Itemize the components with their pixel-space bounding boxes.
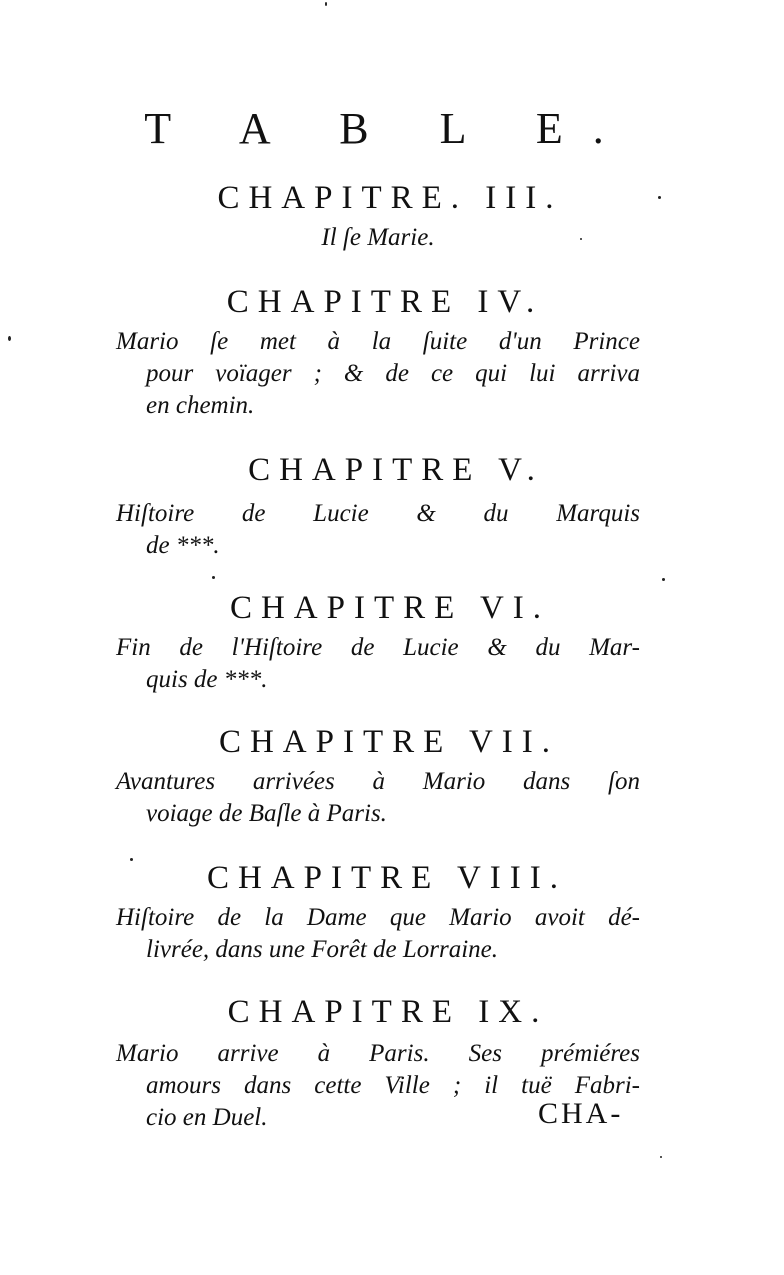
chapter-description-5 <box>116 498 640 562</box>
chapter-4-line-2: pour voïager ; & de ce qui lui arriva <box>146 360 640 387</box>
catchword: CHA- <box>538 1097 624 1130</box>
chapter-description-3 <box>116 222 640 254</box>
scan-speck <box>325 2 327 6</box>
chapter-9-line-3: cio en Duel. <box>146 1104 268 1131</box>
scan-speck <box>8 336 11 341</box>
chapter-4-line-1: Mario ſe met à la ſuite d'un Prince <box>116 328 640 355</box>
scan-speck <box>130 858 133 861</box>
chapter-heading-6: CHAPITRE VI. <box>229 590 551 626</box>
chapter-7-line-2: voiage de Baſle à Paris. <box>146 800 387 827</box>
chapter-description-6 <box>116 632 640 696</box>
scan-speck <box>660 1156 662 1158</box>
chapter-heading-3: CHAPITRE. III. <box>217 180 563 216</box>
scan-speck <box>212 576 215 579</box>
chapter-description-8 <box>116 902 640 966</box>
chapter-6-line-1: Fin de l'Hiſtoire de Lucie & du Mar- <box>116 634 640 661</box>
chapter-6-line-2: quis de ***. <box>146 666 268 693</box>
chapter-heading-7: CHAPITRE VII. <box>218 724 560 760</box>
chapter-8-line-2: livrée, dans une Forêt de Lorraine. <box>146 936 499 963</box>
chapter-heading-4: CHAPITRE IV. <box>226 284 544 320</box>
chapter-heading-5: CHAPITRE V. <box>248 452 544 488</box>
page-title: T A B L E. <box>144 104 634 153</box>
chapter-5-line-1: Hiſtoire de Lucie & du Marquis <box>116 500 640 527</box>
chapter-heading-8: CHAPITRE VIII. <box>206 860 568 896</box>
chapter-5-line-2: de ***. <box>146 532 220 559</box>
chapter-9-line-1: Mario arrive à Paris. Ses prémiéres <box>116 1040 640 1067</box>
chapter-heading-9: CHAPITRE IX. <box>227 994 549 1030</box>
scan-speck <box>658 196 661 199</box>
chapter-7-line-1: Avantures arrivées à Mario dans ſon <box>116 768 640 795</box>
scan-speck <box>662 578 665 581</box>
chapter-9-line-2: amours dans cette Ville ; il tuë Fabri- <box>146 1072 640 1099</box>
chapter-description-7 <box>116 766 640 830</box>
chapter-3-line-1: Il ſe Marie. <box>321 224 435 251</box>
chapter-8-line-1: Hiſtoire de la Dame que Mario avoit dé- <box>116 904 640 931</box>
scan-speck <box>580 238 582 240</box>
chapter-4-line-3: en chemin. <box>146 392 255 419</box>
chapter-description-4 <box>116 326 640 422</box>
